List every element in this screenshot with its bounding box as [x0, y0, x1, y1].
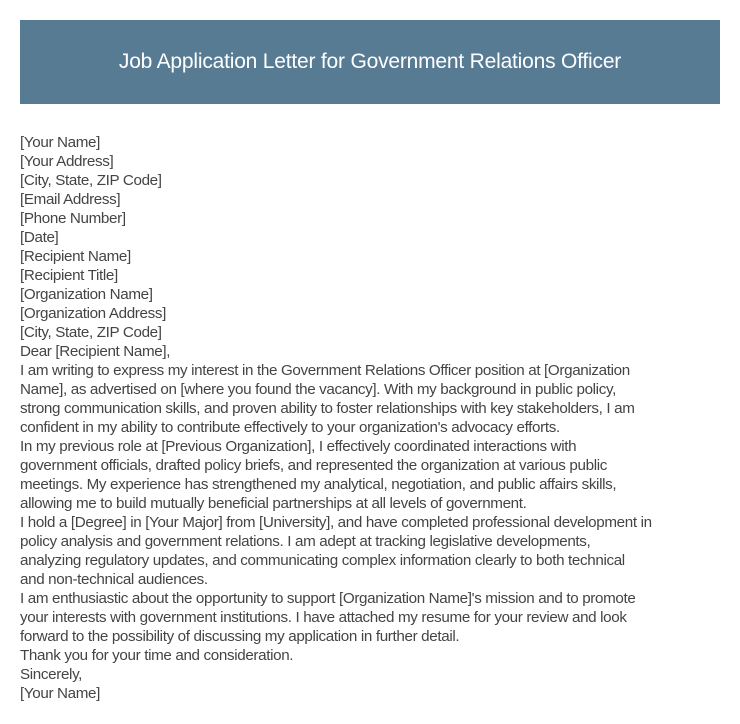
letter-date: [Date]: [20, 229, 59, 246]
paragraph-education: [20, 513, 740, 589]
paragraph-line: In my previous role at [Previous Organization], I effectively coordinated interactions with: [20, 438, 577, 455]
paragraph-closing: [20, 589, 740, 646]
recipient-city-state-zip: [City, State, ZIP Code]: [20, 324, 162, 341]
paragraph-line: forward to the possibility of discussing my application in further detail.: [20, 628, 460, 645]
page-header: [20, 20, 720, 104]
sender-email: [Email Address]: [20, 191, 121, 208]
paragraph-line: strong communication skills, and proven ability to foster relationships with key stakeholders, I am: [20, 400, 635, 417]
sender-name: [Your Name]: [20, 134, 101, 151]
paragraph-line: I am writing to express my interest in the Government Relations Officer position at [Organization: [20, 362, 630, 379]
paragraph-line: meetings. My experience has strengthened my analytical, negotiation, and public affairs skills,: [20, 476, 617, 493]
paragraph-line: your interests with government institutions. I have attached my resume for your review and look: [20, 609, 627, 626]
paragraph-line: analyzing regulatory updates, and communicating complex information clearly to both technical: [20, 552, 625, 569]
signature: [Your Name]: [20, 685, 101, 702]
paragraph-experience: [20, 437, 740, 513]
paragraph-line: policy analysis and government relations. I am adept at tracking legislative developments,: [20, 533, 591, 550]
recipient-address: [Organization Address]: [20, 305, 166, 322]
paragraph-line: Name], as advertised on [where you found the vacancy]. With my background in public policy,: [20, 381, 616, 398]
paragraph-intro: [20, 361, 740, 437]
paragraph-line: and non-technical audiences.: [20, 571, 208, 588]
recipient-block: [20, 247, 740, 342]
page-title: Job Application Letter for Government Relations Officer: [118, 50, 622, 73]
salutation: Dear [Recipient Name],: [20, 343, 171, 360]
sender-city-state-zip: [City, State, ZIP Code]: [20, 172, 162, 189]
paragraph-line: I am enthusiastic about the opportunity to support [Organization Name]'s mission and to promote: [20, 590, 636, 607]
recipient-name: [Recipient Name]: [20, 248, 131, 265]
sender-phone: [Phone Number]: [20, 210, 126, 227]
sign-off: Sincerely,: [20, 666, 83, 683]
sender-block: [20, 133, 740, 228]
letter-body: [20, 133, 740, 703]
paragraph-line: allowing me to build mutually beneficial partnerships at all levels of government.: [20, 495, 527, 512]
recipient-organization: [Organization Name]: [20, 286, 153, 303]
paragraph-line: I hold a [Degree] in [Your Major] from [University], and have completed professional development in: [20, 514, 652, 531]
paragraph-line: confident in my ability to contribute effectively to your organization's advocacy efforts.: [20, 419, 560, 436]
sender-address: [Your Address]: [20, 153, 114, 170]
paragraph-line: government officials, drafted policy briefs, and represented the organization at various public: [20, 457, 607, 474]
closing-thanks: Thank you for your time and consideration.: [20, 647, 294, 664]
recipient-title: [Recipient Title]: [20, 267, 118, 284]
